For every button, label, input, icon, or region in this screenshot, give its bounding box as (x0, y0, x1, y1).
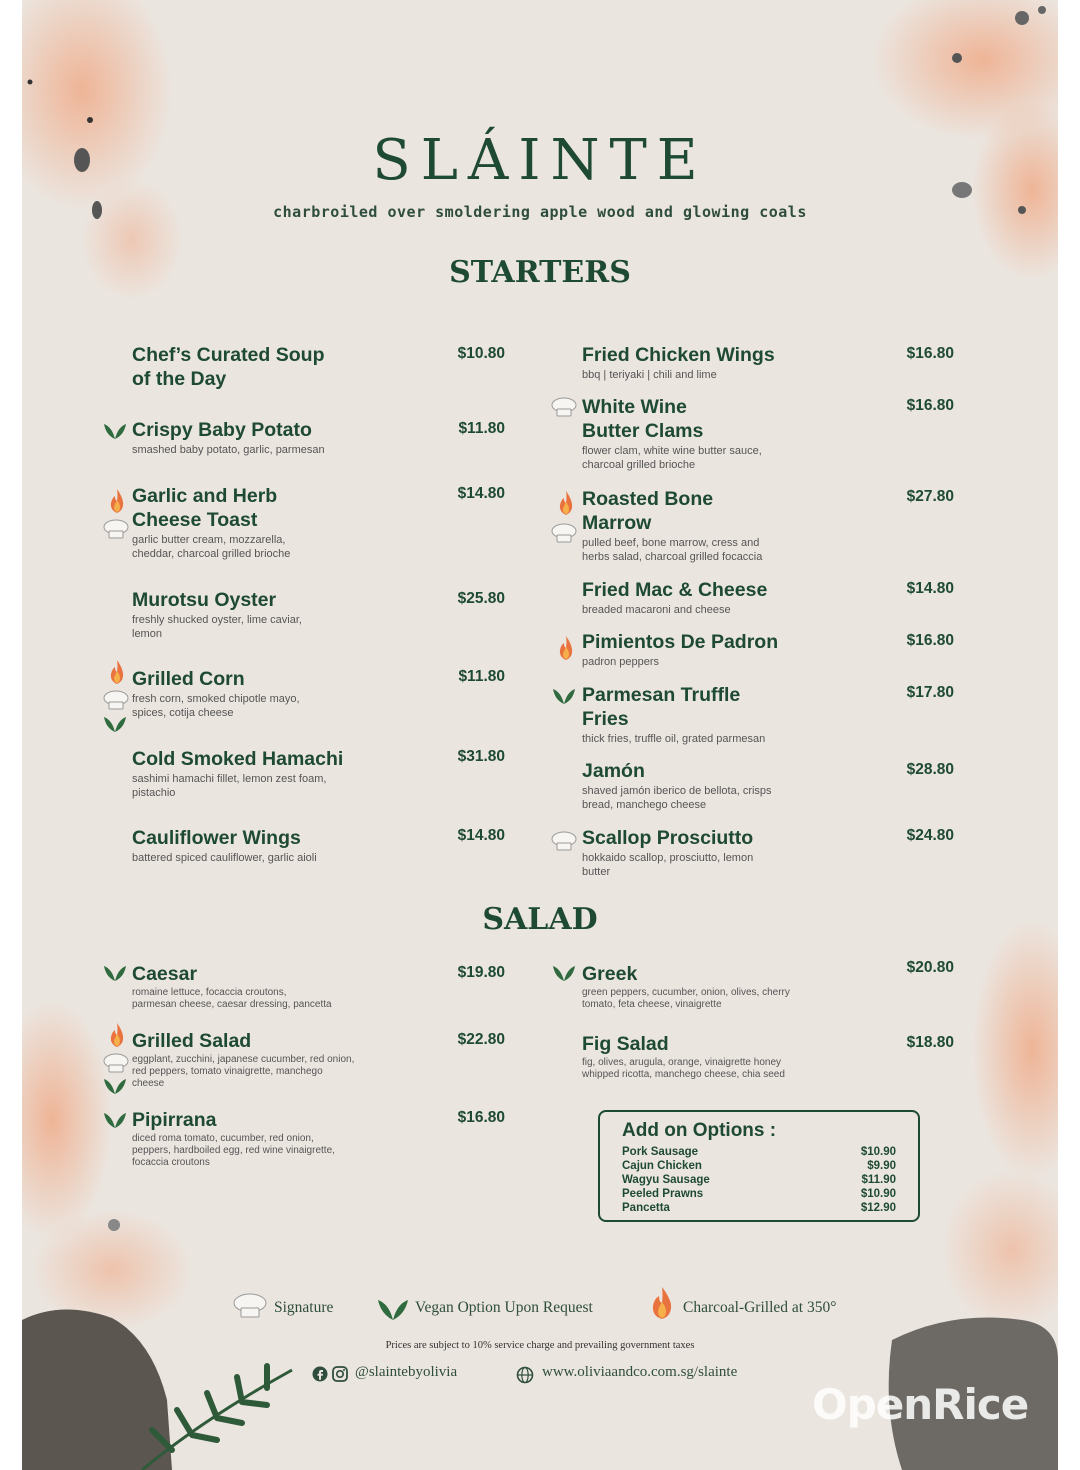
flame-icon (108, 488, 126, 514)
item-name: Grilled Salad (132, 1030, 252, 1052)
item-desc: parmesan cheese, caesar dressing, pancetta (132, 999, 332, 1010)
item-desc: shaved jamón iberico de bellota, crisps (582, 785, 772, 797)
menu-page (22, 0, 1058, 1470)
item-name: Pipirrana (132, 1109, 217, 1131)
item-name: Greek (582, 963, 638, 985)
item-name: Fried Chicken Wings (582, 344, 775, 366)
item-name: Murotsu Oyster (132, 589, 277, 611)
item-price: $31.80 (457, 748, 505, 765)
item-desc: pistachio (132, 787, 176, 799)
menu-item (132, 1108, 335, 1169)
menu-item (582, 395, 762, 472)
item-desc: herbs salad, charcoal grilled focaccia (582, 551, 763, 563)
menu-item (582, 630, 778, 669)
item-name: Crispy Baby Potato (132, 419, 312, 441)
item-price: $22.80 (457, 1031, 505, 1048)
menu-item (582, 1032, 785, 1081)
leaf-icon (551, 686, 577, 706)
addon-price: $10.90 (860, 1188, 896, 1200)
item-price: $24.80 (906, 827, 954, 844)
menu-item (582, 962, 790, 1011)
item-desc: lemon (132, 628, 162, 640)
addon-price: $9.90 (867, 1160, 896, 1172)
item-name: Cold Smoked Hamachi (132, 748, 344, 770)
chef-hat-icon (102, 689, 130, 711)
item-price: $11.80 (458, 668, 505, 685)
chef-hat-icon (102, 518, 130, 540)
item-price: $25.80 (457, 590, 505, 607)
leaf-icon (376, 1296, 410, 1322)
addon-name: Pancetta (622, 1202, 670, 1214)
item-desc: freshly shucked oyster, lime caviar, (132, 614, 302, 626)
website-link[interactable]: www.oliviaandco.com.sg/slainte (542, 1364, 738, 1380)
chef-hat-icon (550, 830, 578, 852)
addon-name: Cajun Chicken (622, 1160, 702, 1172)
menu-item (582, 578, 767, 617)
addon-name: Wagyu Sausage (622, 1174, 710, 1186)
addon-price: $11.90 (861, 1174, 896, 1186)
item-name: Caesar (132, 963, 198, 985)
flame-icon (108, 659, 126, 685)
item-desc: cheese (132, 1078, 165, 1089)
item-price: $28.80 (906, 761, 954, 778)
item-desc: tomato, feta cheese, vinaigrette (582, 999, 722, 1010)
menu-item (132, 747, 343, 800)
menu-item (582, 343, 775, 382)
chef-hat-icon (232, 1292, 268, 1320)
item-price: $14.80 (457, 485, 505, 502)
section-salad: SALAD (482, 902, 598, 937)
item-price: $14.80 (457, 827, 505, 844)
item-desc: bread, manchego cheese (582, 799, 707, 811)
leaf-icon (102, 421, 128, 441)
item-desc: peppers, hardboiled egg, red wine vinaigrette, (132, 1145, 335, 1156)
addon-name: Peeled Prawns (622, 1188, 704, 1200)
item-desc: spices, cotija cheese (132, 707, 234, 719)
item-price: $10.80 (457, 345, 505, 362)
flame-icon (557, 635, 575, 661)
item-desc: padron peppers (582, 656, 660, 668)
item-desc: red peppers, tomato vinaigrette, manchego (132, 1066, 323, 1077)
item-name: Fries (582, 708, 629, 730)
item-desc: breaded macaroni and cheese (582, 604, 731, 616)
menu-item (582, 826, 753, 879)
item-desc: fig, olives, arugula, orange, vinaigrette honey (582, 1057, 782, 1068)
item-price: $18.80 (906, 1034, 954, 1051)
item-price: $16.80 (906, 345, 954, 362)
item-name: Garlic and Herb (132, 485, 278, 507)
item-price: $16.80 (906, 632, 954, 649)
item-price: $11.80 (458, 420, 505, 437)
item-desc: diced roma tomato, cucumber, red onion, (132, 1133, 314, 1144)
addon-price: $10.90 (860, 1146, 896, 1158)
legend-grilled: Charcoal-Grilled at 350° (683, 1299, 837, 1316)
flame-icon (557, 490, 575, 516)
menu-item (132, 588, 302, 641)
item-desc: focaccia croutons (132, 1157, 210, 1168)
addon-title: Add on Options : (622, 1120, 777, 1141)
item-name: Cauliflower Wings (132, 827, 301, 849)
menu-item (132, 962, 332, 1011)
openrice-watermark: OpenRice (812, 1380, 1029, 1429)
flame-icon (108, 1022, 126, 1048)
item-desc: romaine lettuce, focaccia croutons, (132, 987, 287, 998)
item-price: $20.80 (906, 959, 954, 976)
menu-item (132, 343, 324, 391)
addon-row (622, 1202, 896, 1214)
menu-item (132, 826, 317, 865)
item-name: White Wine (582, 396, 687, 418)
item-desc: green peppers, cucumber, onion, olives, cherry (582, 987, 790, 998)
addon-box (598, 1110, 920, 1222)
globe-icon (516, 1366, 534, 1384)
item-desc: battered spiced cauliflower, garlic aioli (132, 852, 317, 864)
item-name: Butter Clams (582, 420, 704, 442)
item-desc: fresh corn, smoked chipotle mayo, (132, 693, 300, 705)
flame-icon (649, 1286, 675, 1320)
item-name: Chef’s Curated Soup (132, 344, 325, 366)
instagram-icon[interactable] (332, 1366, 348, 1382)
item-desc: thick fries, truffle oil, grated parmesan (582, 733, 766, 745)
menu-item (132, 484, 290, 561)
addon-name: Pork Sausage (622, 1146, 699, 1158)
addon-row (622, 1174, 896, 1186)
item-price: $27.80 (906, 488, 954, 505)
leaf-icon (102, 714, 128, 734)
chef-hat-icon (550, 522, 578, 544)
item-name: of the Day (132, 368, 227, 390)
menu-item (132, 418, 325, 457)
menu-item (582, 683, 765, 746)
item-desc: garlic butter cream, mozzarella, (132, 534, 286, 546)
item-desc: charcoal grilled brioche (582, 459, 696, 471)
item-desc: butter (582, 866, 611, 878)
menu-item (582, 759, 772, 812)
item-name: Jamón (582, 760, 645, 782)
addon-row (622, 1188, 896, 1200)
chef-hat-icon (102, 1052, 130, 1074)
item-price: $19.80 (457, 964, 505, 981)
addon-row (622, 1146, 896, 1158)
item-price: $16.80 (906, 397, 954, 414)
item-desc: bbq | teriyaki | chili and lime (582, 369, 717, 381)
leaf-icon (102, 963, 128, 983)
item-name: Marrow (582, 512, 652, 534)
item-desc: whipped ricotta, manchego cheese, chia seed (582, 1069, 785, 1080)
addon-price: $12.90 (860, 1202, 896, 1214)
leaf-icon (102, 1110, 128, 1130)
item-price: $14.80 (906, 580, 954, 597)
item-name: Grilled Corn (132, 668, 245, 690)
legend-vegan: Vegan Option Upon Request (415, 1299, 593, 1316)
item-name: Fried Mac & Cheese (582, 579, 768, 601)
item-price: $17.80 (906, 684, 954, 701)
item-name: Fig Salad (582, 1033, 669, 1055)
item-desc: eggplant, zucchini, japanese cucumber, red onion, (132, 1054, 355, 1065)
item-desc: pulled beef, bone marrow, cress and (582, 537, 760, 549)
item-desc: hokkaido scallop, prosciutto, lemon (582, 852, 754, 864)
brand-title: SLÁINTE (372, 128, 708, 193)
item-desc: smashed baby potato, garlic, parmesan (132, 444, 325, 456)
leaf-icon (551, 963, 577, 983)
facebook-icon[interactable] (312, 1366, 328, 1382)
item-desc: flower clam, white wine butter sauce, (582, 445, 762, 457)
item-name: Parmesan Truffle (582, 684, 741, 706)
item-desc: sashimi hamachi fillet, lemon zest foam, (132, 773, 327, 785)
section-starters: STARTERS (449, 255, 631, 290)
item-desc: cheddar, charcoal grilled brioche (132, 548, 291, 560)
legend-signature: Signature (274, 1299, 334, 1316)
leaf-icon (102, 1076, 128, 1096)
price-footnote: Prices are subject to 10% service charge and prevailing government taxes (385, 1340, 695, 1351)
item-price: $16.80 (457, 1109, 505, 1126)
menu-item (132, 1029, 354, 1090)
menu-item (582, 487, 762, 564)
item-name: Cheese Toast (132, 509, 258, 531)
brand-tagline: charbroiled over smoldering apple wood and glowing coals (273, 203, 807, 221)
menu-item (132, 667, 300, 720)
social-handle[interactable]: @slaintebyolivia (355, 1364, 458, 1380)
item-name: Scallop Prosciutto (582, 827, 754, 849)
item-name: Pimientos De Padron (582, 631, 779, 653)
addon-row (622, 1160, 896, 1172)
item-name: Roasted Bone (582, 488, 714, 510)
chef-hat-icon (550, 396, 578, 418)
